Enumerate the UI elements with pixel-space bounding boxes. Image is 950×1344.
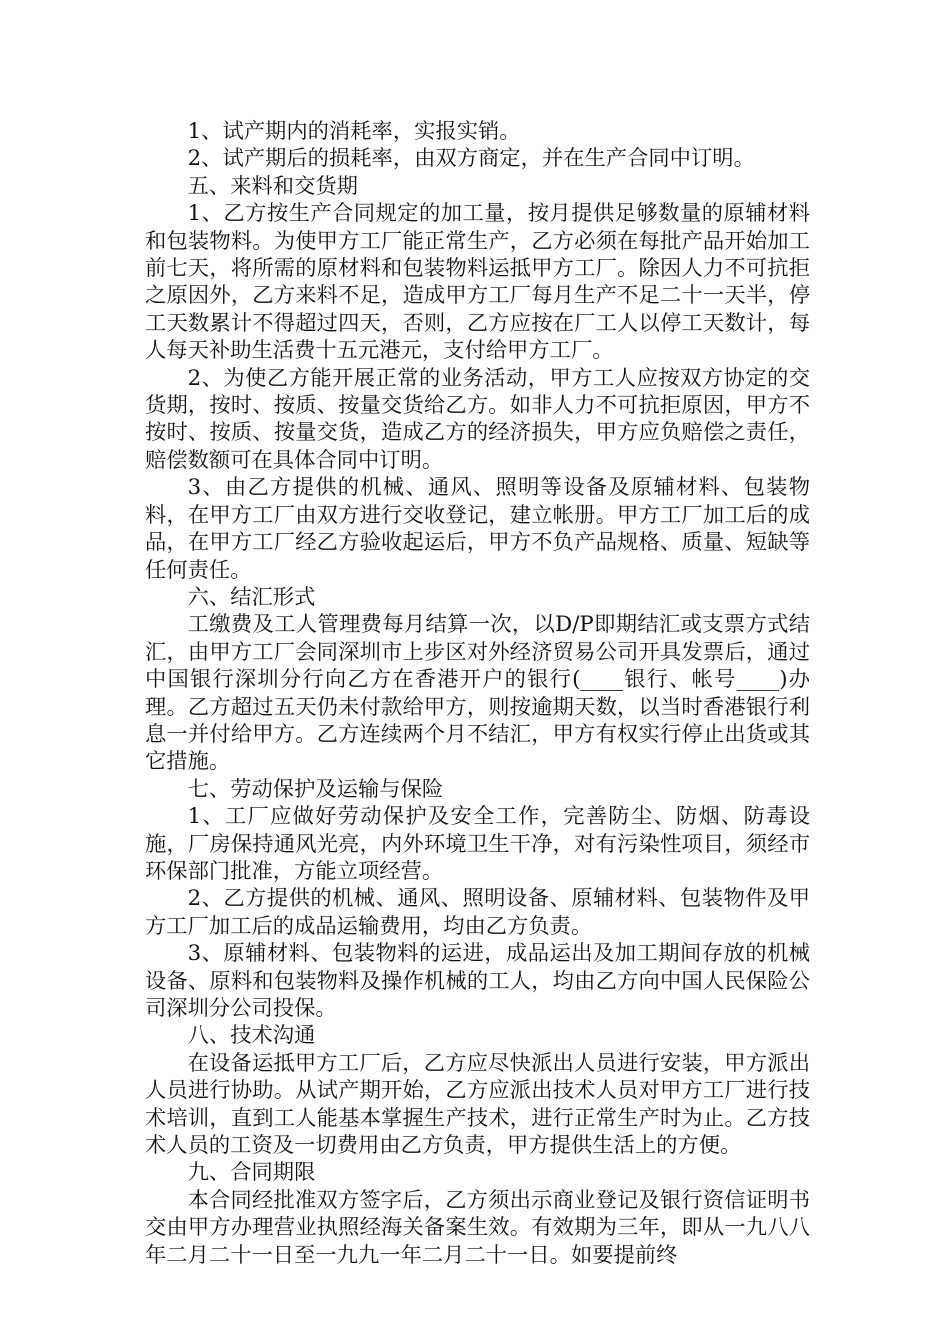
section-heading: 七、劳动保护及运输与保险: [187, 776, 444, 802]
clause-paragraph: 本合同经批准双方签字后，乙方须出示商业登记及银行资信证明书交由甲方办理营业执照经海关备案生效。有效期为三年，即从一九八八年二月二十一日至一九九一年二月二十一日。如要提前终: [145, 1187, 810, 1268]
section-heading: 五、来料和交货期: [187, 173, 358, 199]
section-heading: 六、结汇形式: [187, 584, 316, 610]
clause-paragraph: 1、试产期内的消耗率，实报实销。: [187, 119, 521, 144]
clause-paragraph: 3、原辅材料、包装物料的运进，成品运出及加工期间存放的机械设备、原料和包装物料及操作机械的工人，均由乙方向中国人民保险公司深圳分公司投保。: [145, 941, 810, 1021]
clause-paragraph: 2、为使乙方能开展正常的业务活动，甲方工人应按双方协定的交货期，按时、按质、按量交货给乙方。如非人力不可抗拒原因，甲方不按时、按质、按量交货，造成乙方的经济损失，甲方应负赔偿之责任，赔偿数额可在具体合同中订明。: [145, 365, 810, 473]
clause-paragraph: 2、试产期后的损耗率，由双方商定，并在生产合同中订明。: [187, 146, 755, 172]
clause-paragraph: 2、乙方提供的机械、通风、照明设备、原辅材料、包装物件及甲方工厂加工后的成品运输费用，均由乙方负责。: [145, 886, 810, 939]
clause-paragraph: 3、由乙方提供的机械、通风、照明等设备及原辅材料、包装物料，在甲方工厂由双方进行交收登记，建立帐册。甲方工厂加工后的成品，在甲方工厂经乙方验收起运后，甲方不负产品规格、质量、短缺等任何责任。: [145, 475, 810, 583]
clause-paragraph: 1、乙方按生产合同规定的加工量，按月提供足够数量的原辅材料和包装物料。为使甲方工厂能正常生产，乙方必须在每批产品开始加工前七天，将所需的原材料和包装物料运抵甲方工厂。除因人力不可抗拒之原因外，乙方来料不足，造成甲方工厂每月生产不足二十一天半，停工天数累计不得超过四天，否则，乙方应按在厂工人以停工天数计，每人每天补助生活费十五元港元，支付给甲方工厂。: [145, 201, 810, 364]
document-page: [145, 118, 810, 1269]
clause-paragraph: 在设备运抵甲方工厂后，乙方应尽快派出人员进行安装，甲方派出人员进行协助。从试产期开始，乙方应派出技术人员对甲方工厂进行技术培训，直到工人能基本掌握生产技术，进行正常生产时为止。乙方技术人员的工资及一切费用由乙方负责，甲方提供生活上的方便。: [145, 1050, 810, 1159]
section-heading: 八、技术沟通: [187, 1023, 316, 1049]
clause-paragraph: 工缴费及工人管理费每月结算一次，以D/P即期结汇或支票方式结汇，由甲方工厂会同深圳市上步区对外经济贸易公司开具发票后，通过中国银行深圳分行向乙方在香港开户的银行(____银行、帐号____)办理。乙方超过五天仍未付款给甲方，则按逾期天数，以当时香港银行利息一并付给甲方。乙方连续两个月不结汇，甲方有权实行停止出货或其它措施。: [145, 612, 810, 775]
clause-paragraph: 1、工厂应做好劳动保护及安全工作，完善防尘、防烟、防毒设施，厂房保持通风光亮，内外环境卫生干净，对有污染性项目，须经市环保部门批准，方能立项经营。: [145, 804, 810, 884]
section-heading: 九、合同期限: [187, 1160, 316, 1186]
